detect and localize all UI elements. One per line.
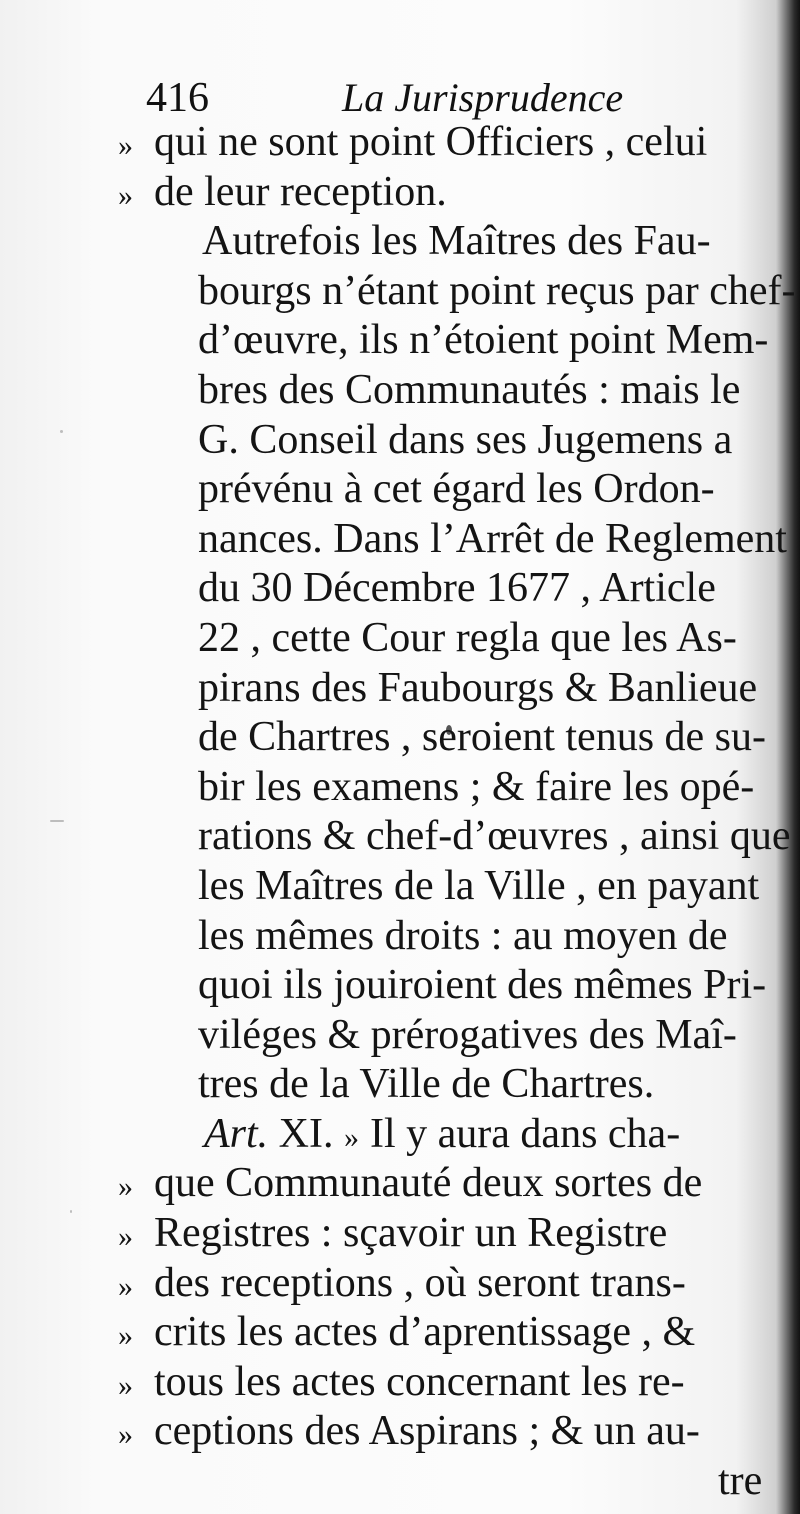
text-line: prévénu à cet égard les Ordon- <box>198 466 715 513</box>
quote-mark: » <box>118 1368 133 1402</box>
text-line: » ceptions des Aspirans ; & un au- <box>118 1407 800 1457</box>
text-line: bourgs n’étant point reçus par chef- <box>198 267 796 314</box>
quote-mark: » <box>118 1269 133 1303</box>
text-line: » qui ne sont point Officiers , celui <box>118 118 800 168</box>
text-line: » que Communauté deux sortes de <box>118 1159 800 1209</box>
text-line: les Maîtres de la Ville , en payant <box>198 862 760 909</box>
text-line: » tous les actes concernant les re- <box>118 1358 800 1408</box>
text-line: de Chartres , seroient tenus de su- <box>198 714 767 761</box>
paper-speck <box>50 820 64 822</box>
quote-mark: » <box>118 1319 133 1353</box>
quote-mark: » <box>118 129 133 162</box>
text-line: du 30 Décembre 1677 , Article <box>198 565 716 612</box>
text-line: » de leur reception. <box>118 168 800 218</box>
page-number: 416 <box>146 75 209 121</box>
text-line: les mêmes droits : au moyen de <box>198 912 728 959</box>
quote-mark: » <box>118 1418 133 1452</box>
text-line: rations & chef-d’œuvres , ainsi que <box>198 813 791 860</box>
text-line: pirans des Faubourgs & Banlieue <box>198 664 758 711</box>
quote-mark: » <box>344 1120 359 1154</box>
text-line: 22 , cette Cour regla que les As- <box>198 614 737 661</box>
article-heading-line: Art. XI. » Il y aura dans cha- <box>118 1110 800 1160</box>
paper-speck <box>70 1210 72 1213</box>
article-label: Art. <box>204 1110 269 1157</box>
text-line: bir les examens ; & faire les opé- <box>198 763 755 810</box>
quote-mark: » <box>118 1170 133 1204</box>
text-line: viléges & prérogatives des Maî- <box>198 1011 737 1058</box>
text-line: G. Conseil dans ses Jugemens a <box>198 416 733 463</box>
text-line: » Registres : sçavoir un Registre <box>118 1209 800 1259</box>
paragraph-start-line: Autrefois les Maîtres des Fau- <box>202 218 711 265</box>
text-line: tres de la Ville de Chartres. <box>198 1061 655 1108</box>
text-line: d’œuvre, ils n’étoient point Mem- <box>198 317 769 364</box>
catchword: tre <box>718 1458 763 1505</box>
article-number: XI. <box>278 1110 334 1157</box>
text-line: nances. Dans l’Arrêt de Reglement <box>198 515 787 562</box>
text-line: bres des Communautés : mais le <box>198 366 741 413</box>
text-line: » des receptions , où seront trans- <box>118 1259 800 1309</box>
quote-mark: » <box>118 178 133 212</box>
paper-speck <box>60 430 63 433</box>
quote-mark: » <box>118 1220 133 1254</box>
text-line: » crits les actes d’aprentissage , & <box>118 1308 800 1358</box>
running-title: La Jurisprudence <box>342 75 624 120</box>
body-text <box>118 118 800 1507</box>
text-line: quoi ils jouiroient des mêmes Pri- <box>198 962 767 1009</box>
